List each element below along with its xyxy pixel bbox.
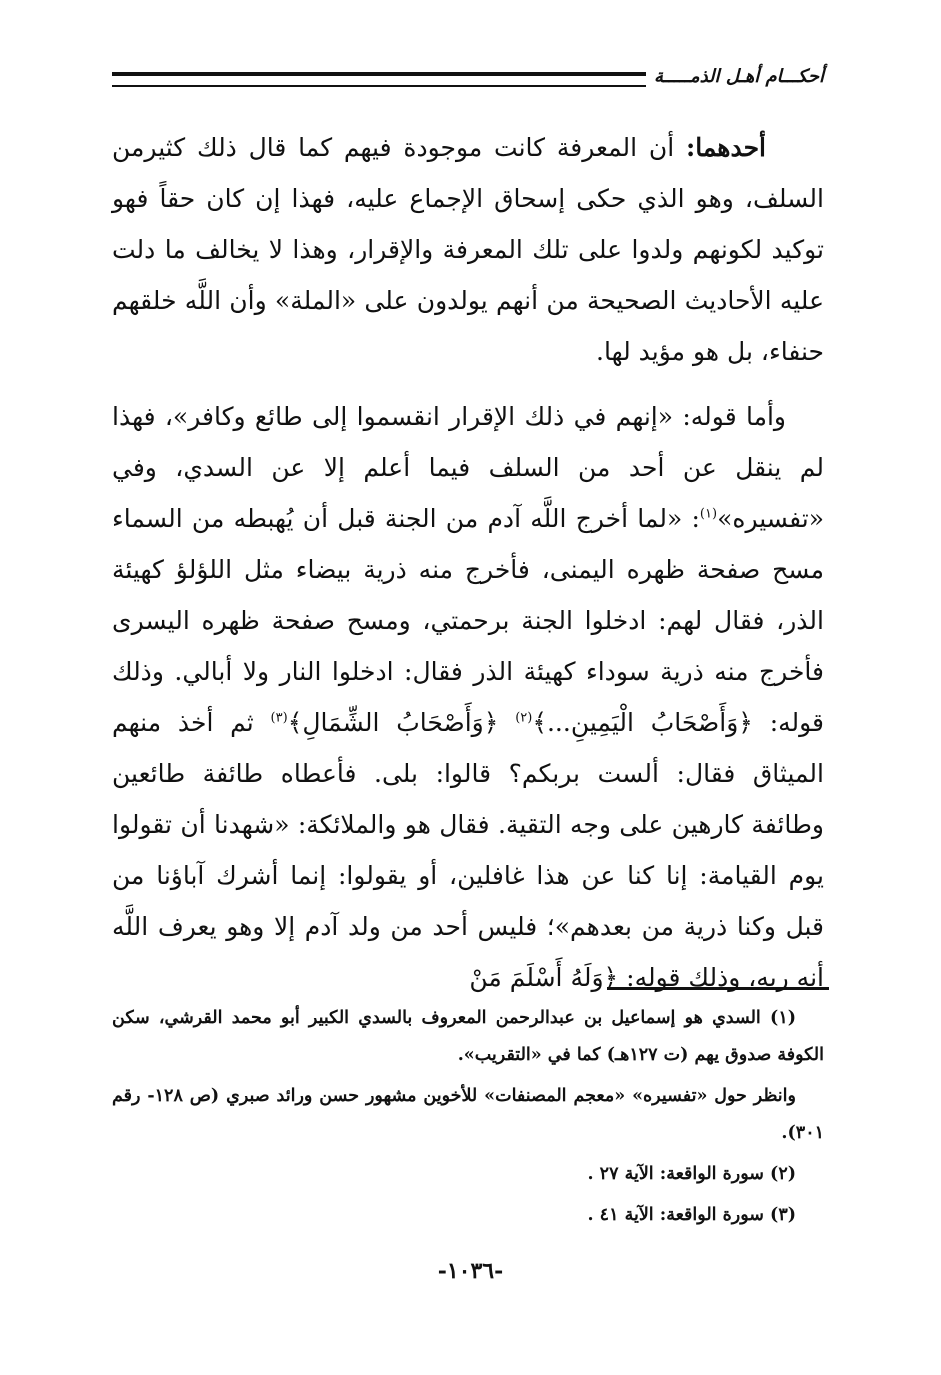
footnote-separator	[607, 987, 829, 990]
footnote-ref-3: (٣)	[270, 710, 288, 726]
footnote-2: (٢) سورة الواقعة: الآية ٢٧ .	[587, 1164, 796, 1184]
paragraph-2-segment-3: ﴿وَأَصْحَابُ الشِّمَالِ﴾	[287, 708, 516, 737]
header-double-rule	[112, 72, 646, 87]
running-header	[112, 60, 824, 92]
paragraph-1-text: أن المعرفة كانت موجودة فيهم كما قال ذلك كثيرمن السلف، وهو الذي حكى إسحاق الإجماع عليه، فهذا إن كان حقاً فهو توكيد لكونهم ولدوا على تلك المعرفة والإقرار، وهذا لا يخالف ما دلت عليه الأحاديث الصحيحة من أنهم يولدون على «الملة» وأن اللَّه خلقهم حنفاء، بل هو مؤيد لها.	[112, 133, 824, 366]
footnote-1: (١) السدي هو إسماعيل بن عبدالرحمن المعروف بالسدي الكبير أبو محمد القرشي، سكن الكوفة صدوق يهم (ت ١٢٧هـ) كما في «التقريب».	[112, 1008, 824, 1065]
paragraph-1	[112, 122, 824, 377]
page-number: -١٠٣٦-	[437, 1258, 504, 1284]
footnotes	[112, 1000, 824, 1234]
footnote-3: (٣) سورة الواقعة: الآية ٤١ .	[587, 1205, 796, 1225]
paragraph-lead-word: أحدهما:	[685, 133, 766, 162]
footnote-ref-1: (١)	[699, 506, 718, 522]
paragraph-2	[112, 391, 824, 1003]
paragraph-2-segment-2: : «لما أخرج اللَّه آدم من الجنة قبل أن يُهبطه من السماء مسح صفحة ظهره اليمنى، فأخرج منه ذرية بيضاء مثل اللؤلؤ كهيئة الذر، فقال لهم: ادخلوا الجنة برحمتي، ومسح صفحة ظهره اليسرى فأخرج منه ذرية سوداء كهيئة الذر فقال: ادخلوا النار ولا أبالي. وذلك قوله: ﴿وَأَصْحَابُ الْيَمِينِ...﴾	[112, 504, 825, 737]
footnote-ref-2: (٢)	[515, 710, 533, 726]
paragraph-2-segment-1: وأما قوله: «إنهم في ذلك الإقرار انقسموا إلى طائع وكافر»، فهذا لم ينقل عن أحد من السلف فيما أعلم إلا عن السدي، وفي «تفسيره»	[112, 402, 824, 533]
paragraph-2-segment-4: ثم أخذ منهم الميثاق فقال: ألست بربكم؟ قالوا: بلى. فأعطاه طائفة طائعين وطائفة كارهين على وجه التقية. فقال هو والملائكة: «شهدنا أن تقولوا يوم القيامة: إنا كنا عن هذا غافلين، أو يقولوا: إنما أشرك آباؤنا من قبل وكنا ذرية من بعدهم»؛ فليس أحد من ولد آدم إلا وهو يعرف اللَّه أنه ربه، وذلك قوله: ﴿وَلَهُ أَسْلَمَ مَنْ	[112, 708, 824, 992]
running-title: أحكـــام أهـل الذمـــــة	[653, 65, 824, 87]
footnote-1-continued: وانظر حول «تفسيره» «معجم المصنفات» للأخوين مشهور حسن ورائد صبري (ص ١٢٨- رقم ٣٠١).	[112, 1086, 824, 1143]
main-text	[112, 122, 824, 1003]
